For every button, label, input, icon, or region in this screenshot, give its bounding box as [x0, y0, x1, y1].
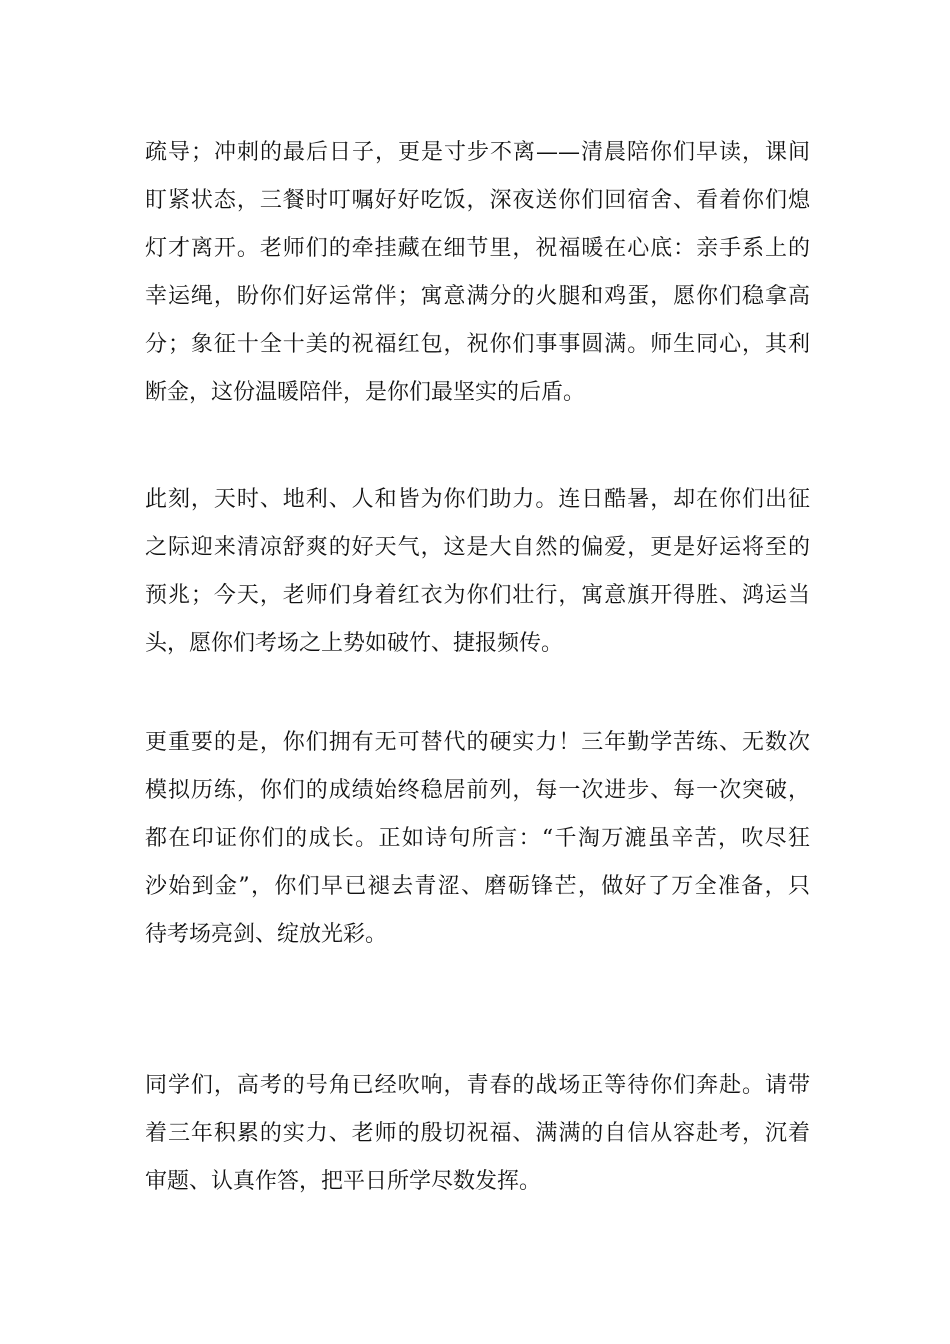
text-line: 更重要的是，你们拥有无可替代的硬实力！三年勤学苦练、无数次: [145, 730, 810, 755]
text-line: 盯紧状态，三餐时叮嘱好好吃饭，深夜送你们回宿舍、看着你们熄: [145, 188, 810, 213]
text-line: 之际迎来清凉舒爽的好天气，这是大自然的偏爱，更是好运将至的: [145, 535, 810, 560]
text-line: 预兆；今天，老师们身着红衣为你们壮行，寓意旗开得胜、鸿运当: [145, 583, 810, 608]
paragraph-good-timing: [145, 476, 810, 668]
text-line: 灯才离开。老师们的牵挂藏在细节里，祝福暖在心底：亲手系上的: [145, 236, 810, 261]
paragraph-closing: [145, 1062, 810, 1206]
text-line: 都在印证你们的成长。正如诗句所言：“千淘万漉虽辛苦，吹尽狂: [145, 826, 810, 851]
text-line: 审题、认真作答，把平日所学尽数发挥。: [145, 1169, 542, 1194]
paragraph-strength: [145, 719, 810, 959]
text-line: 疏导；冲刺的最后日子，更是寸步不离——清晨陪你们早读，课间: [145, 140, 810, 165]
text-line: 模拟历练，你们的成绩始终稳居前列，每一次进步、每一次突破，: [145, 778, 810, 803]
text-line: 待考场亮剑、绽放光彩。: [145, 922, 388, 947]
text-line: 分；象征十全十美的祝福红包，祝你们事事圆满。师生同心，其利: [145, 332, 810, 357]
paragraph-teacher-care: [145, 129, 810, 417]
text-line: 断金，这份温暖陪伴，是你们最坚实的后盾。: [145, 380, 586, 405]
text-line: 沙始到金”，你们早已褪去青涩、磨砺锋芒，做好了万全准备，只: [145, 874, 810, 899]
text-line: 幸运绳，盼你们好运常伴；寓意满分的火腿和鸡蛋，愿你们稳拿高: [145, 284, 810, 309]
text-line: 头，愿你们考场之上势如破竹、捷报频传。: [145, 631, 564, 656]
text-line: 此刻，天时、地利、人和皆为你们助力。连日酷暑，却在你们出征: [145, 487, 810, 512]
text-line: 着三年积累的实力、老师的殷切祝福、满满的自信从容赴考，沉着: [145, 1121, 810, 1146]
text-line: 同学们，高考的号角已经吹响，青春的战场正等待你们奔赴。请带: [145, 1073, 810, 1098]
